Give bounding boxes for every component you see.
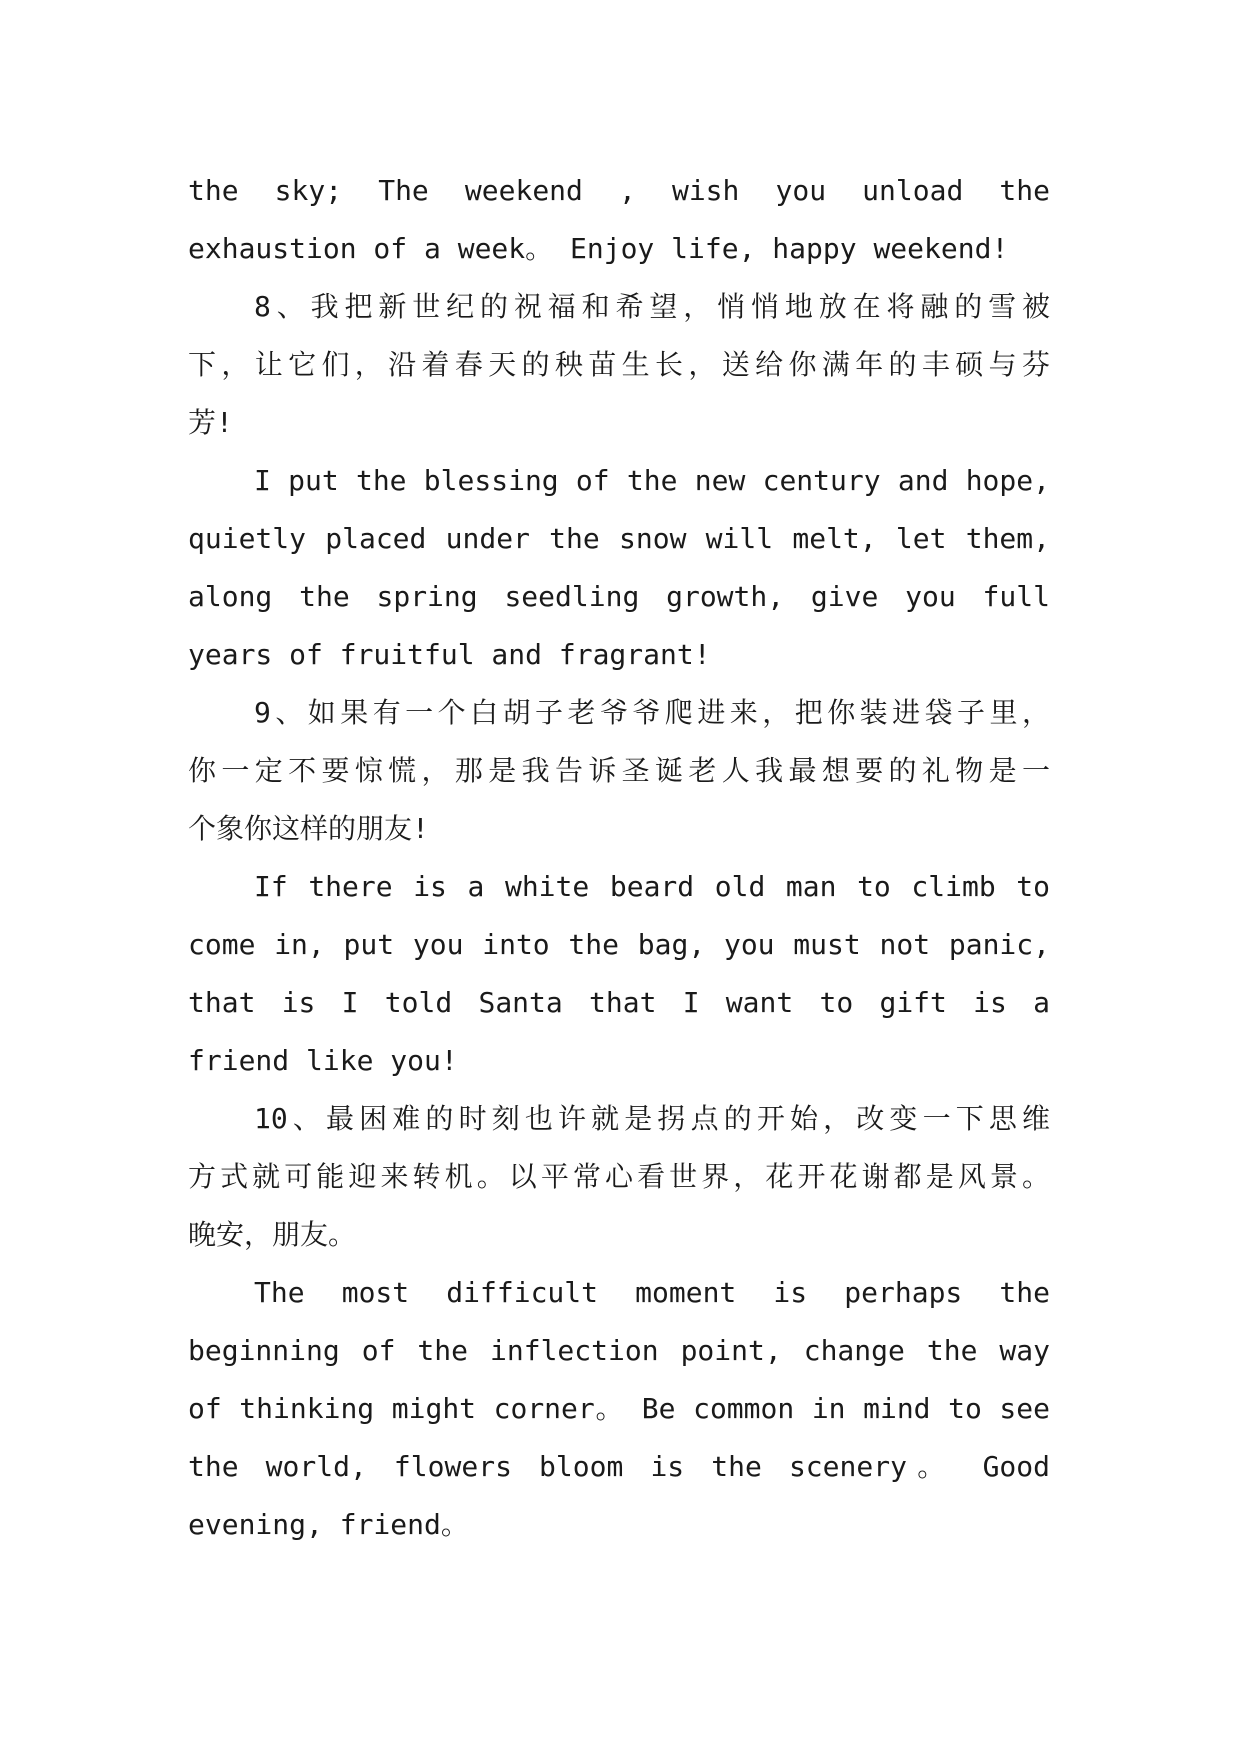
text-line: the sky; The weekend , wish you unload the <box>188 174 1050 207</box>
text-line: exhaustion of a week。 Enjoy life, happy weekend! <box>188 232 1009 265</box>
text-line: 方式就可能迎来转机。以平常心看世界，花开花谢都是风景。 <box>188 1160 1050 1193</box>
text-line: quietly placed under the snow will melt, let them, <box>188 522 1050 555</box>
text-line: friend like you! <box>188 1044 458 1077</box>
text-line: beginning of the inflection point, change the way <box>188 1334 1050 1367</box>
text-line: the world, flowers bloom is the scenery。 Good <box>188 1450 1050 1483</box>
text-line: I put the blessing of the new century and hope, <box>254 464 1050 497</box>
text-line: 9、如果有一个白胡子老爷爷爬进来，把你装进袋子里， <box>254 696 1050 729</box>
text-line: The most difficult moment is perhaps the <box>254 1276 1050 1309</box>
text-line: 8、我把新世纪的祝福和希望，悄悄地放在将融的雪被 <box>254 290 1050 323</box>
text-line: of thinking might corner。 Be common in mind to see <box>188 1392 1050 1425</box>
text-line: that is I told Santa that I want to gift is a <box>188 986 1050 1019</box>
text-line: 下，让它们，沿着春天的秧苗生长，送给你满年的丰硕与芬 <box>188 348 1050 381</box>
text-line: 个象你这样的朋友! <box>188 812 429 845</box>
document-body <box>188 162 1050 1554</box>
text-line: years of fruitful and fragrant! <box>188 638 711 671</box>
text-line: 晚安，朋友。 <box>188 1218 357 1251</box>
text-line: 10、最困难的时刻也许就是拐点的开始，改变一下思维 <box>254 1102 1050 1135</box>
text-line: If there is a white beard old man to climb to <box>254 870 1050 903</box>
text-line: 芳! <box>188 406 233 439</box>
text-line: 你一定不要惊慌，那是我告诉圣诞老人我最想要的礼物是一 <box>188 754 1050 787</box>
text-line: come in, put you into the bag, you must not panic, <box>188 928 1050 961</box>
text-line: along the spring seedling growth, give you full <box>188 580 1050 613</box>
text-line: evening, friend。 <box>188 1508 469 1541</box>
